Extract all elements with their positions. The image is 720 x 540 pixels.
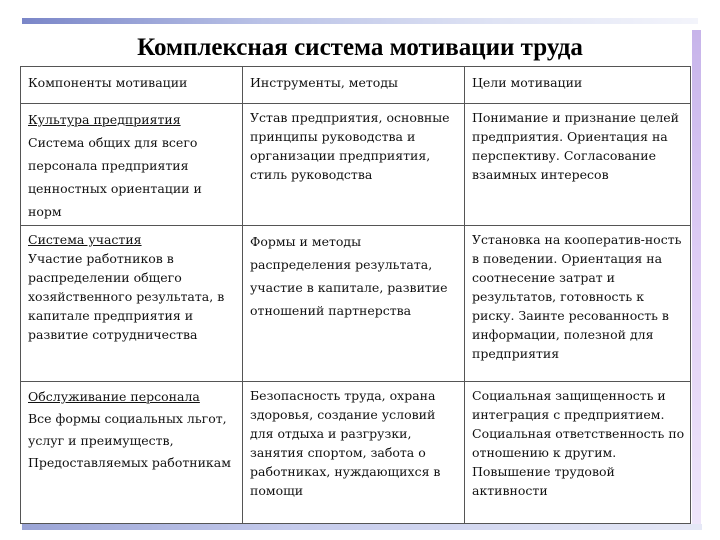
component-text: Система общих для всего персонала предприятия ценностных ориентации и норм [28,135,202,219]
slide-title: Комплексная система мотивации труда [137,34,583,61]
goals-cell: Установка на кооператив-ность в поведении. Ориентация на соотнесение затрат и результатов, готовность к риску. Заинте ресованность в информации, полезной для предприятия [465,226,691,382]
component-text: Все формы социальных льгот, услуг и преимуществ, Предоставляемых работникам [28,411,231,470]
component-title: Обслуживание персонала [28,389,200,404]
component-title: Культура предприятия [28,112,181,127]
tools-cell: Безопасность труда, охрана здоровья, создание условий для отдыха и разгрузки, занятия спортом, забота о работниках, нуждающихся в помощи [243,382,465,524]
goals-cell: Понимание и признание целей предприятия. Ориентация на перспективу. Согласование взаимных интересов [465,104,691,226]
component-cell [21,104,243,226]
motivation-table [20,66,691,524]
bottom-decorative-bar [22,524,702,530]
header-goals: Цели мотивации [465,67,691,104]
tools-cell: Формы и методы распределения результата, участие в капитале, развитие отношений партнерства [243,226,465,382]
right-decorative-bar [692,30,701,530]
component-cell [21,226,243,382]
component-title: Система участия [28,232,142,247]
table-header-row [21,67,691,104]
component-cell [21,382,243,524]
component-text: Участие работников в распределении общего хозяйственного результата, в капитале предприятия и развитие сотрудничества [28,251,225,342]
table-row [21,104,691,226]
tools-cell: Устав предприятия, основные принципы руководства и организации предприятия, стиль руководства [243,104,465,226]
header-components: Компоненты мотивации [21,67,243,104]
top-decorative-bar [22,18,698,24]
table-row [21,226,691,382]
goals-cell: Социальная защищенность и интеграция с предприятием. Социальная ответственность по отношению к другим. Повышение трудовой активности [465,382,691,524]
table-row [21,382,691,524]
header-tools: Инструменты, методы [243,67,465,104]
